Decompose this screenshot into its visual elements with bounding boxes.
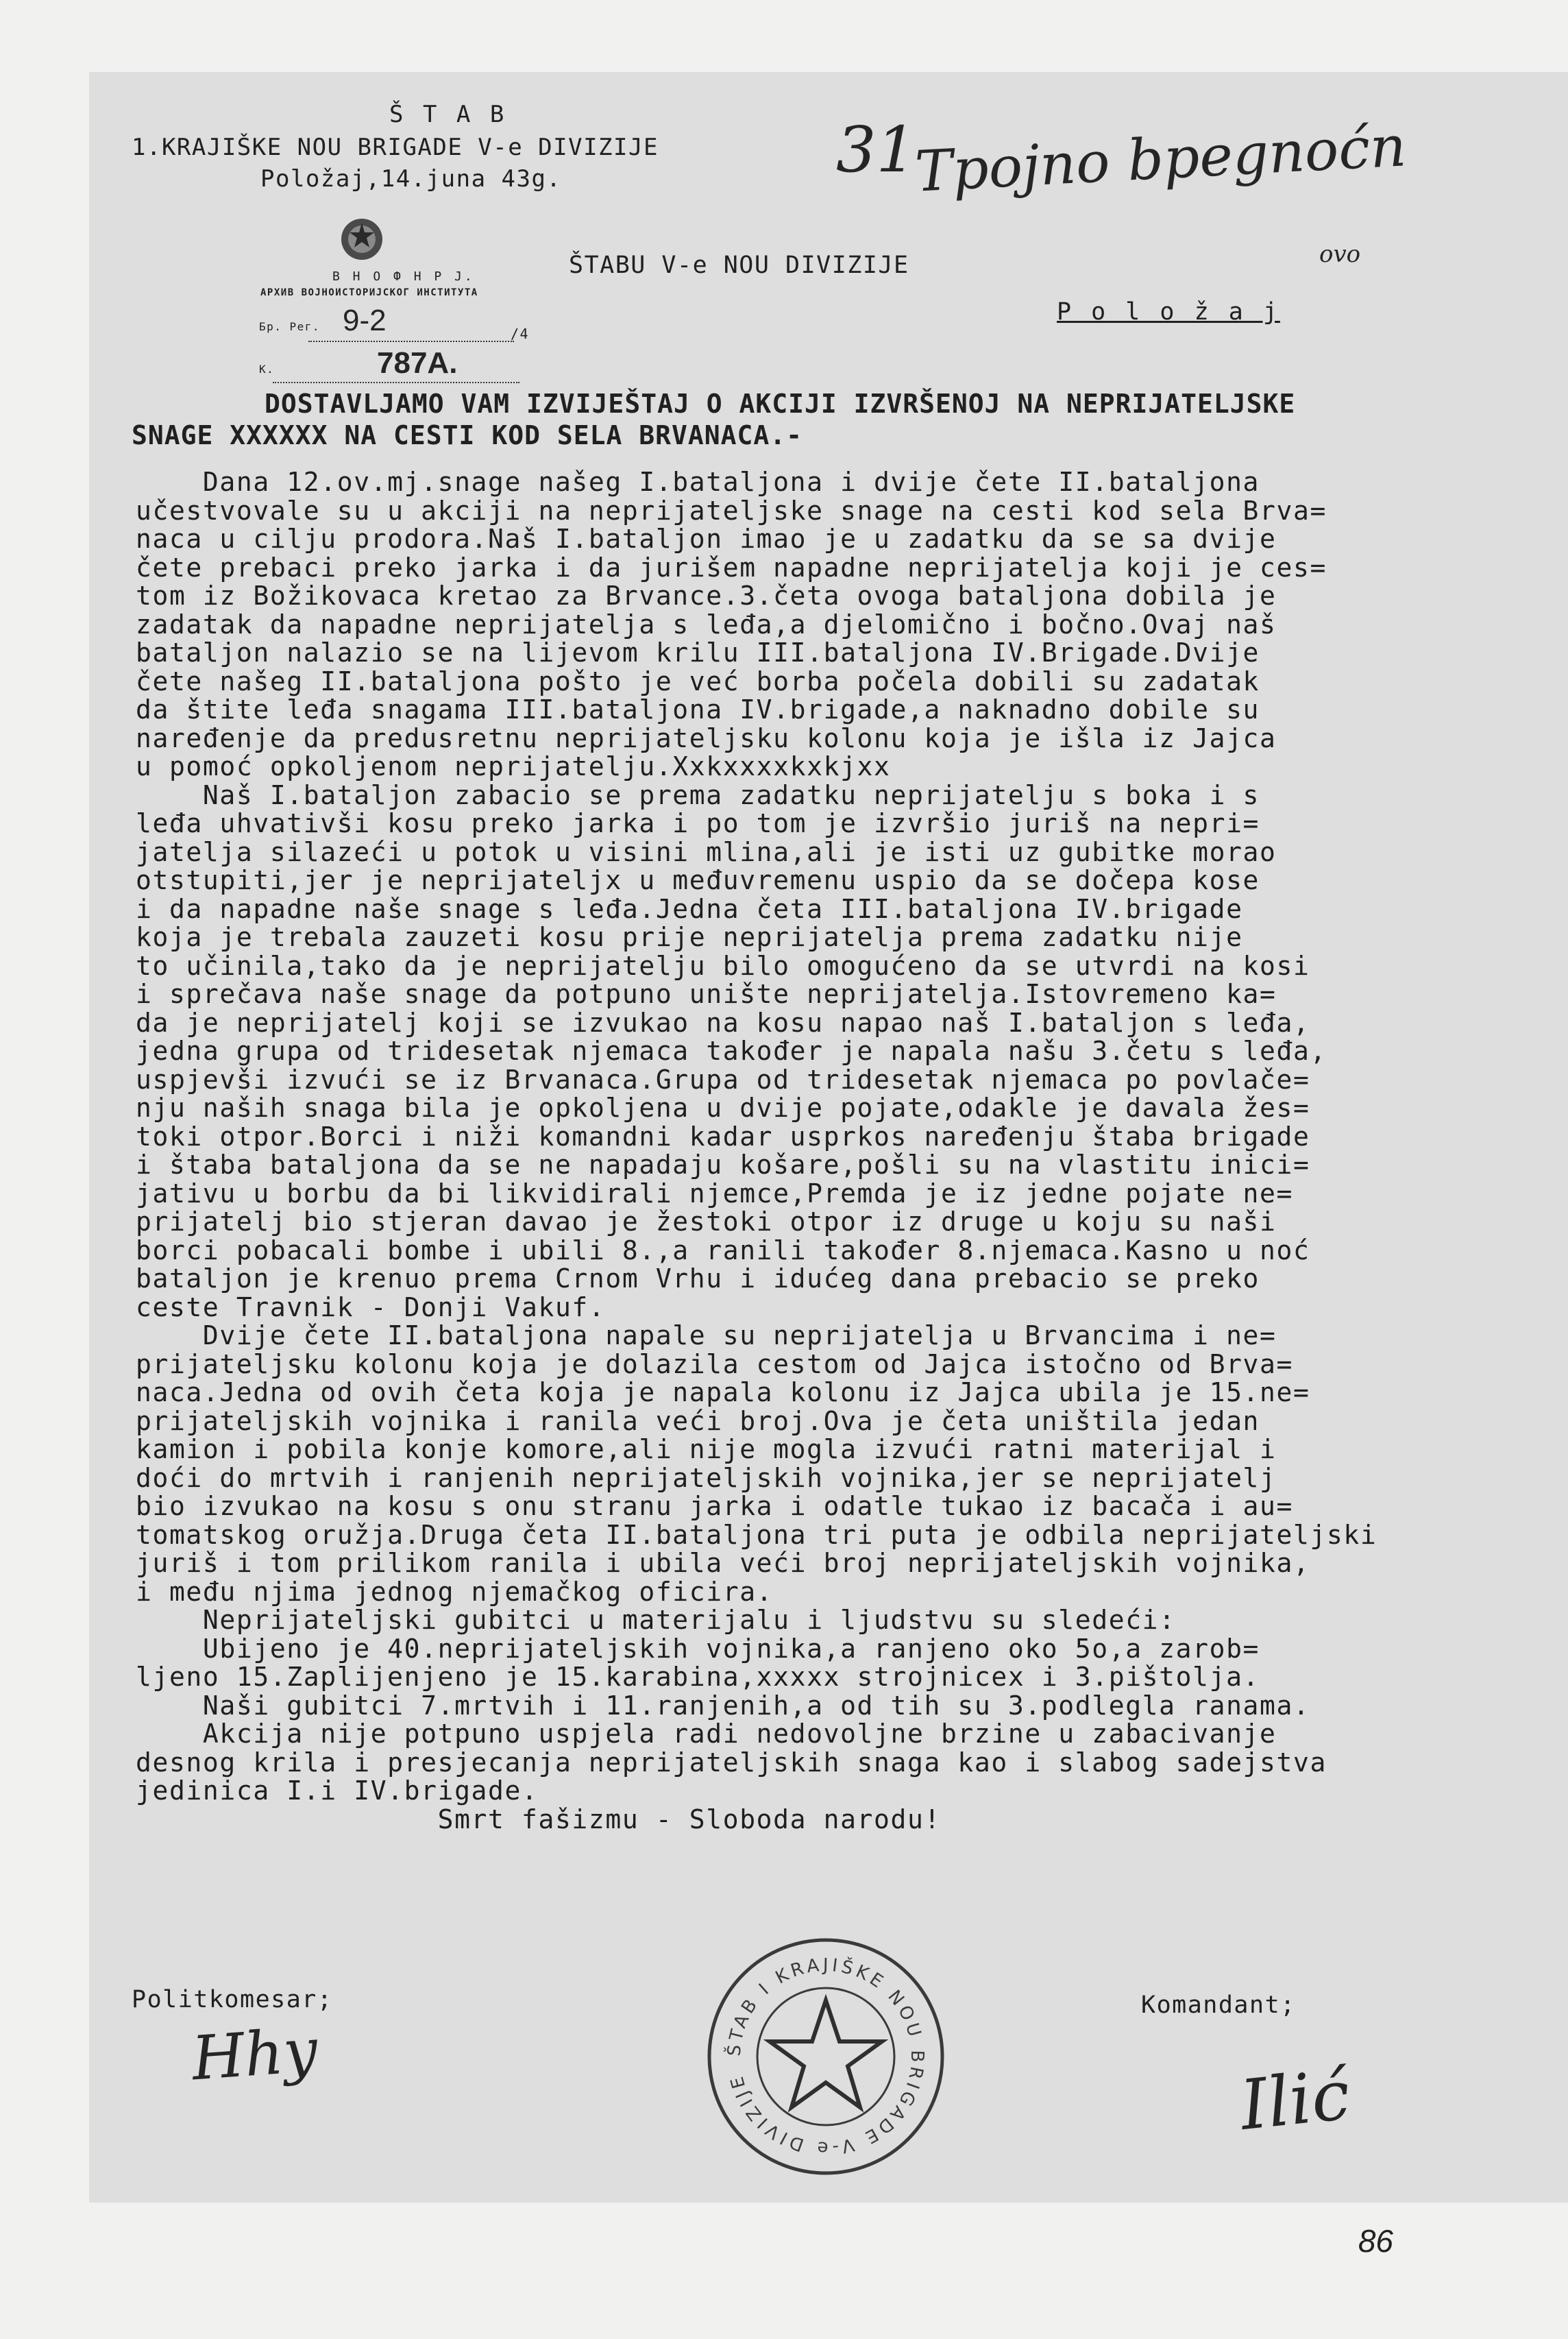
body-line: nju naših snaga bila je opkoljena u dvije pojate,odakle je davala žes=	[136, 1093, 1310, 1123]
body-line: prijatelj bio stjeran davao je žestoki otpor iz druge u koju su naši	[136, 1207, 1277, 1237]
body-line: naca u cilju prodora.Naš I.bataljon imao je u zadatku da se sa dvije	[136, 524, 1277, 554]
body-line: jedinica I.i IV.brigade.	[136, 1776, 539, 1806]
archive-emblem-icon	[334, 209, 389, 264]
body-line: kamion i pobila konje komore,ali nije mogla izvući ratni materijal i	[136, 1434, 1277, 1464]
komandant-signature: Ilić	[1236, 2054, 1354, 2146]
body-line: Naši gubitci 7.mrtvih i 11.ranjenih,a od tih su 3.podlegla ranama.	[136, 1690, 1310, 1721]
body-line: toki otpor.Borci i niži komandni kadar usprkos naređenju štaba brigade	[136, 1121, 1310, 1152]
body-line: Smrt fašizmu - Sloboda narodu!	[136, 1804, 941, 1834]
recipient-line2: P o l o ž a j	[1057, 298, 1280, 326]
body-line: jedna grupa od tridesetak njemaca također je napala našu 3.četu s leđa,	[136, 1036, 1327, 1066]
archive-reg-underline	[308, 341, 514, 342]
archive-k-underline	[273, 382, 519, 383]
body-line: i štaba bataljona da se ne napadaju košare,pošli su na vlastitu inici=	[136, 1150, 1310, 1180]
komandant-label: Komandant;	[1141, 1991, 1296, 2019]
body-line: učestvovale su u akciji na neprijateljske snage na cesti kod sela Brva=	[136, 495, 1327, 526]
body-line: zadatak da napadne neprijatelja s leđa,a djelomično i bočno.Ovaj naš	[136, 609, 1277, 640]
body-line: i sprečava naše snage da potpuno unište neprijatelja.Istovremeno ka=	[136, 979, 1277, 1009]
body-line: Ubijeno je 40.neprijateljskih vojnika,a ranjeno oko 5o,a zarob=	[136, 1633, 1260, 1664]
document-sheet	[89, 72, 1568, 2203]
archive-k-value: 787A.	[377, 346, 458, 380]
handwritten-note: Tpojno bpegnoćn	[914, 114, 1408, 205]
body-line: Neprijateljski gubitci u materijalu i ljudstvu su sledeći:	[136, 1605, 1176, 1635]
body-line: naca.Jedna od ovih četa koja je napala kolonu iz Jajca ubila je 15.ne=	[136, 1377, 1310, 1407]
archive-stamp-line1: В Н О Ф Н Р Ј.	[332, 269, 475, 284]
body-line: doći do mrtvih i ranjenih neprijateljskih vojnika,jer se neprijatelj	[136, 1462, 1277, 1493]
body-line: jativu u borbu da bi likvidirali njemce,Premda je iz jedne pojate ne=	[136, 1178, 1293, 1209]
body-line: bataljon je krenuo prema Crnom Vrhu i idućeg dana prebacio se preko	[136, 1263, 1260, 1294]
body-line: juriš i tom prilikom ranila i ubila veći broj neprijateljskih vojnika,	[136, 1548, 1310, 1578]
archive-k-label: К.	[259, 363, 275, 376]
body-line: bio izvukao na kosu s onu stranu jarka i odatle tukao iz bacača i au=	[136, 1491, 1293, 1521]
body-line: tom iz Božikovaca kretao za Brvance.3.četa ovoga bataljona dobila je	[136, 581, 1277, 611]
body-line: Naš I.bataljon zabacio se prema zadatku neprijatelju s boka i s	[136, 779, 1260, 810]
body-line: Akcija nije potpuno uspjela radi nedovoljne brzine u zabacivanje	[136, 1719, 1277, 1749]
body-line: uspjevši izvući se iz Brvanaca.Grupa od tridesetak njemaca po povlače=	[136, 1064, 1310, 1095]
seal-star-icon	[770, 2000, 882, 2107]
body-line: da je neprijatelj koji se izvukao na kosu napao naš I.bataljon s leđa,	[136, 1007, 1310, 1038]
subject-line1: DOSTAVLJAMO VAM IZVIJEŠTAJ O AKCIJI IZVRŠENOJ NA NEPRIJATELJSKE	[265, 389, 1296, 419]
body-line: prijateljsku kolonu koja je dolazila cestom od Jajca istočno od Brva=	[136, 1348, 1293, 1379]
body-line: da štite leđa snagama III.bataljona IV.brigade,a naknadno dobile su	[136, 694, 1260, 725]
handwritten-number: 31	[836, 113, 917, 186]
body-line: u pomoć opkoljenom neprijatelju.Xxkxxxxkxkjxx	[136, 751, 891, 781]
handwritten-note-ovo: ovo	[1319, 241, 1361, 268]
body-line: leđa uhvativši kosu preko jarka i po tom je izvršio juriš na nepri=	[136, 808, 1260, 838]
archive-reg-value: 9-2	[343, 304, 387, 337]
archive-reg-suffix: /4	[511, 326, 530, 342]
archive-stamp-line2: АРХИВ ВОЈНОИСТОРИЈСКОГ ИНСТИТУТА	[260, 287, 478, 298]
body-line: bataljon nalazio se na lijevom krilu III.bataljona IV.Brigade.Dvije	[136, 638, 1260, 668]
body-line: tomatskog oružja.Druga četa II.bataljona tri puta je odbila neprijateljski	[136, 1519, 1377, 1550]
header-brigade: 1.KRAJIŠKE NOU BRIGADE V-e DIVIZIJE	[132, 134, 659, 161]
header-stab: Š T A B	[389, 101, 507, 128]
header-date: Položaj,14.juna 43g.	[260, 165, 562, 193]
body-line: desnog krila i presjecanja neprijateljskih snaga kao i slabog sadejstva	[136, 1747, 1327, 1778]
body-line: ljeno 15.Zaplijenjeno je 15.karabina,xxxxx strojnicex i 3.pištolja.	[136, 1662, 1260, 1692]
body-line: i da napadne naše snage s leđa.Jedna četa III.bataljona IV.brigade	[136, 893, 1243, 924]
subject-line2: SNAGE XXXXXX NA CESTI KOD SELA BRVANACA.-	[132, 420, 803, 450]
body-line: prijateljskih vojnika i ranila veći broj.Ova je četa uništila jedan	[136, 1405, 1260, 1436]
politkomesar-label: Politkomesar;	[132, 1986, 333, 2013]
body-line: Dvije čete II.bataljona napale su neprijatelja u Brvancima i ne=	[136, 1320, 1277, 1350]
body-line: čete prebaci preko jarka i da jurišem napadne neprijatelja koji je ces=	[136, 552, 1327, 583]
report-body	[136, 468, 1493, 1834]
body-line: jatelja silazeći u potok u visini mlina,ali je isti uz gubitke morao	[136, 836, 1277, 867]
body-line: i među njima jednog njemačkog oficira.	[136, 1576, 774, 1607]
body-line: naređenje da predusretnu neprijateljsku kolonu koja je išla iz Jajca	[136, 723, 1277, 753]
body-line: čete našeg II.bataljona pošto je već borba počela dobili su zadatak	[136, 666, 1260, 696]
body-line: koja je trebala zauzeti kosu prije neprijatelja prema zadatku nije	[136, 922, 1243, 952]
brigade-round-seal	[702, 1933, 949, 2180]
archive-reg-label: Бр. Рег.	[259, 320, 321, 333]
body-line: otstupiti,jer je neprijateljx u međuvremenu uspio da se dočepa kose	[136, 865, 1260, 895]
body-line: ceste Travnik - Donji Vakuf.	[136, 1292, 606, 1322]
recipient-line1: ŠTABU V-e NOU DIVIZIJE	[569, 252, 909, 279]
page-number: 86	[1358, 2223, 1393, 2259]
svg-text:ŠTAB I KRAJIŠKE NOU BRIGADE V-	[723, 1955, 928, 2159]
politkomesar-signature: Hhy	[189, 2014, 320, 2094]
body-line: borci pobacali bombe i ubili 8.,a ranili također 8.njemaca.Kasno u noć	[136, 1235, 1310, 1265]
body-line: Dana 12.ov.mj.snage našeg I.bataljona i dvije čete II.bataljona	[136, 467, 1260, 497]
seal-ring-text: ŠTAB I KRAJIŠKE NOU BRIGADE V-e DIVIZIJE	[724, 1954, 928, 2159]
body-line: to učinila,tako da je neprijatelju bilo omogućeno da se utvrdi na kosi	[136, 950, 1310, 981]
